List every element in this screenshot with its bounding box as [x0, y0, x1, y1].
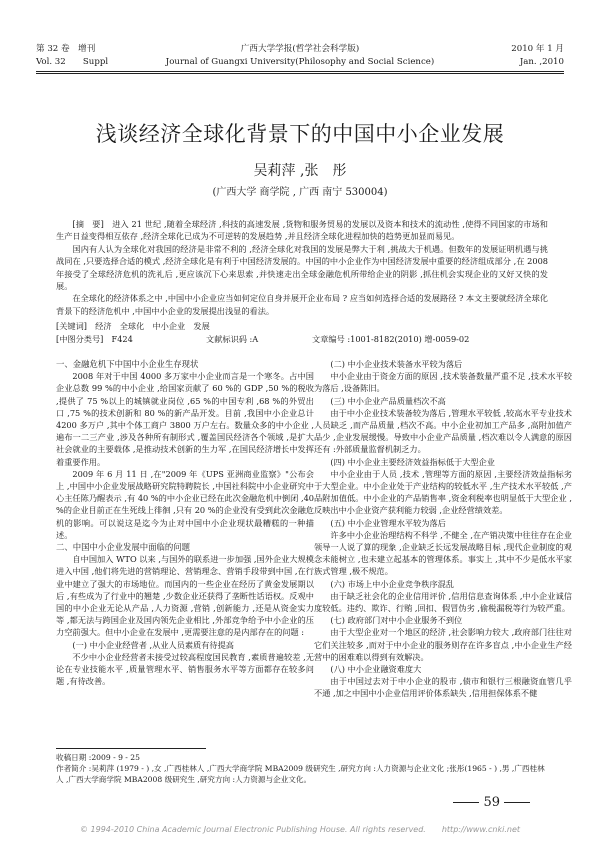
subsection-heading: (七) 政府部门对中小企业服务不到位 — [330, 615, 463, 626]
classification-line — [56, 333, 548, 345]
page-number-value: 59 — [483, 795, 500, 810]
paragraph: 由于大型企业对一个地区的经济 ,社会影响力较大 ,政府部门往往对它们关注较多 ,而对于中小企业的服务则存在许多盲点 ,中小企业生产经营中的困难难以得到有效解决。 — [314, 627, 572, 662]
right-column — [314, 358, 572, 700]
issue-date-en: Jan. ,2010 — [519, 57, 564, 67]
subsection-heading: (三) 中小企业产品质量档次不高 — [330, 395, 446, 406]
paragraph: 许多中小企业治理结构不科学 ,不健全 ,在产销决策中往往存在企业领导一人说了算的现象 ,企业缺乏长远发展战略目标 ,现代企业制度的观念未能树立 ,也未建立起基本的管理体系。事实上 ,其中不少是低水平家族式管理 ,极不规范。 — [314, 529, 572, 577]
document-code: 文献标识码 :A — [206, 334, 259, 344]
subsection-heading: (五) 中小企业管理水平较为落后 — [330, 517, 446, 528]
article-authors: 吴莉萍 ,张 彤 — [253, 163, 347, 179]
abstract-paragraph-2: 国内有人认为全球化对我国的经济是非常不利的 ,经济全球化对我国的发展是弊大于利 ,挑战大于机遇。但数年的发展证明机遇与挑战同在 ,只要选择合适的模式 ,经济全球化是有利于中国经济发展的。中国的中小企业作为中国经济发展中重要的经济组成部分 ,在 2008 年接受了全球经济危机的洗礼后 ,更应该沉下心来思索 ,并快速走出全球金融危机所带给企业的阴影 ,抓住机会实现企业的又好又快的发展。 — [56, 243, 548, 292]
journal-name-en: Journal of Guangxi University(Philosophy and Social Science) — [165, 57, 435, 67]
paragraph: 中小企业由于人员 ,技术 ,管理等方面的原因 ,主要经济效益指标劣于大型企业。中小企业处于产业结构的较低水平 ,生产技术水平较低 ,产品附加值低。中小企业的产品销售率 ,资金利税率也明显低于大型企业 ,反映出中小企业资产获利能力较弱 ,企业经营绩效差。 — [314, 468, 572, 516]
header-rule — [36, 71, 564, 72]
article-number: 文章编号 :1001-8182(2010) 增-0059-02 — [312, 334, 470, 344]
volume-issue: 第 32 卷 增刊 — [36, 44, 96, 54]
paragraph: 2009 年 6 月 11 日 ,在"2009 年《UPS 亚洲商业监察》"公布会上 ,中国中小企业发展战略研究院特聘院长 ,中国社科院中小企业研究中心主任陈乃醒表示 ,有 40 %的中小企业已经在此次金融危机中倒闭 ,40 %的企业目前正在生死线上徘徊 ,只有 20 %的企业没有受到此次金融危机的影响。可以说这是迄今为止对中国中小企业现状最糟糕的一种描述。 — [56, 468, 314, 540]
page-number — [449, 795, 534, 810]
section-heading-2: 二、中国中小企业发展中面临的问题 — [56, 542, 190, 553]
clc-number: [中图分类号] F424 — [56, 334, 133, 344]
paragraph: 中小企业由于资金方面的原因 ,技术装备数量严重不足 ,技术水平较为落后 ,设备陈旧。 — [314, 371, 572, 394]
article-title: 浅谈经济全球化背景下的中国中小企业发展 — [95, 122, 505, 146]
paragraph: 2008 年对于中国 4000 多万家中小企业而言是一个寒冬。占中国企业总数 99 %的中小企业 ,给国家贡献了 60 %的 GDP ,50 %的税收 ,提供了 75 %以上的城镇就业岗位 ,65 %的中国专利 ,68 %的外贸出口 ,75 %的技术创新和 80 %的新产品开发。目前 ,我国中小企业总计 4200 多万户 ,其中个体工商户 3800 万户左右。数量众多的中小企业 ,遍布一二三产业 ,涉及各种所有制形式 ,覆盖国民经济各个领域 ,是扩大社会就业的主要载体 ,是推动技术创新的生力军 ,在国民经济增长中发挥着重要作用。 — [56, 371, 314, 467]
abstract — [56, 218, 548, 317]
author-bio: 作者简介 :吴莉萍 (1979 - ) ,女 ,广西桂林人 ,广西大学商学院 MBA2009 级研究生 ,研究方向 :人力资源与企业文化 ;张彤(1965 - ) ,男 ,广西桂林人 ,广西大学商学院 MBA2008 级研究生 ,研究方向 :人力资源与企业文化。 — [56, 764, 545, 784]
subsection-heading: (八) 中小企业融资难度大 — [330, 664, 422, 675]
journal-name-cn: 广西大学学报(哲学社会科学版) — [240, 44, 360, 54]
paragraph: 自中国加入 WTO 以来 ,与国外的联系进一步加强 ,国外企业大规模进入中国 ,他们将先进的营销理论、营销理念、营销手段带到中国 ,在行业中建立了强大的市场地位。而国内的一些企业在经历了黄金发展期以后 ,有些成为了行业中的翘楚 ,少数企业还获得了垄断性话语权。反观中国的中小企业无论从产品 ,人力资源 ,营销 ,创新能力 ,还是从资金实力等 ,都无法与跨国企业及国内领先企业相比 ,外部竞争给予中小企业的压力空前强大。但中小企业在发展中 ,更需要注意的是内部存在的问题 : — [56, 554, 314, 638]
header-rule-double — [36, 73, 564, 74]
subsection-heading: (一) 中小企业经营者 ,从业人员素质有待提高 — [72, 639, 234, 650]
keywords: [关键词] 经济 全球化 中小企业 发展 — [56, 321, 210, 331]
section-heading-1: 一、金融危机下中国中小企业生存现状 — [56, 359, 199, 369]
volume-issue-en: Vol. 32 Suppl — [36, 57, 109, 67]
paragraph: 由于中小企业技术装备较为落后 ,管理水平较低 ,较高水平专业技术人员缺乏 ,而产品质量 ,档次不高。中小企业初加工产品多 ,高附加值产品少 ,企业发展缓慢。导致中小企业产品质量 ,档次难以令人满意的原因还有 :外部质量监督机制乏力。 — [314, 407, 572, 455]
paragraph: 不少中小企业经营者未接受过较高程度国民教育 ,素质普遍较差 ,无论在专业技能水平 ,质量管理水平、销售服务水平等方面都存在较多问题 ,有待改善。 — [56, 651, 314, 687]
left-column — [56, 358, 314, 687]
footnote — [56, 752, 548, 785]
author-affiliation: (广西大学 商学院 , 广西 南宁 530004) — [212, 187, 388, 198]
received-date: 收稿日期 :2009 - 9 - 25 — [56, 753, 140, 762]
issue-date-cn: 2010 年 1 月 — [511, 44, 564, 54]
copyright-notice: © 1994-2010 China Academic Journal Electronic Publishing House. All rights reserved. http://www.cnki.net — [79, 825, 521, 834]
subsection-heading: (四) 中小企业主要经济效益指标低于大型企业 — [330, 456, 495, 467]
abstract-paragraph-3: 在全球化的经济体系之中 ,中国中小企业应当如何定位自身并展开企业布局 ? 应当如何选择合适的发展路径 ? 本文主要就经济全球化背景下的经济危机中 ,中国中小企业的发展提出浅显的看法。 — [56, 293, 548, 316]
abstract-paragraph-1: [摘 要] 进入 21 世纪 ,随着全球经济 ,科技的高速发展 ,货物和服务贸易的发展以及资本和技术的流动性 ,使得不同国家的市场和生产日益变得相互依存 ,经济全球化已成为不可逆转的发展趋势 ,并且经济全球化进程加快的趋势更加显而易见。 — [56, 219, 548, 242]
subsection-heading: (二) 中小企业技术装备水平较为落后 — [330, 359, 463, 369]
subsection-heading: (六) 市场上中小企业竞争秩序混乱 — [330, 578, 455, 589]
paragraph: 由于缺乏社会化的企业信用评价 ,信用信息查询体系 ,中小企业诚信度较低。违约、欺诈、行贿 ,回扣、假冒伪劣 ,偷税漏税等行为较严重。 — [314, 590, 572, 614]
footnote-rule — [56, 748, 206, 749]
paragraph: 由于中国过去对于中小企业的股市 ,债市和银行三根融资血管几乎不通 ,加之中国中小企业信用评价体系缺失 ,信用担保体系不健 — [314, 676, 572, 699]
